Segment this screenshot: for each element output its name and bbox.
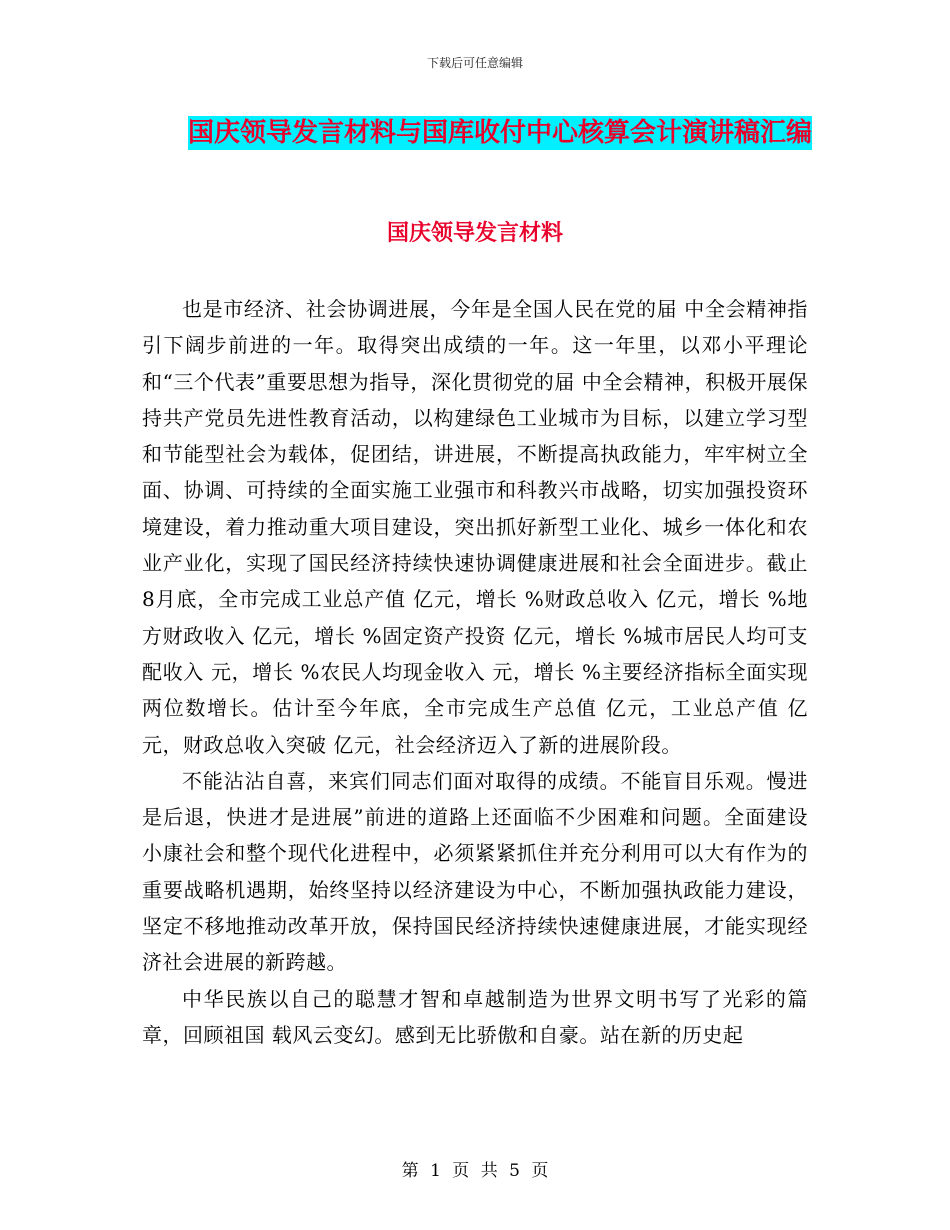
paragraph: 也是市经济、社会协调进展，今年是全国人民在党的届 中全会精神指引下阔步前进的一年。取得突出成绩的一年。这一年里，以邓小平理论和“三个代表”重要思想为指导，深化贯彻党的届 中全会精神，积极开展保持共产党员先进性教育活动，以构建绿色工业城市为目标，以建立学习型和节能型社会为载体，促团结，讲进展，不断提高执政能力，牢牢树立全面、协调、可持续的全面实施工业强市和科教兴市战略，切实加强投资环境建设，着力推动重大项目建设，突出抓好新型工业化、城乡一体化和农业产业化，实现了国民经济持续快速协调健康进展和社会全面进步。截止8月底，全市完成工业总产值 亿元，增长 %财政总收入 亿元，增长 %地方财政收入 亿元，增长 %固定资产投资 亿元，增长 %城市居民人均可支配收入 元，增长 %农民人均现金收入 元，增长 %主要经济指标全面实现两位数增长。估计至今年底，全市完成生产总值 亿元，工业总产值 亿元，财政总收入突破 亿元，社会经济迈入了新的进展阶段。 (142, 297, 808, 757)
document-title-text: 国庆领导发言材料与国库收付中心核算会计演讲稿汇编 (187, 118, 812, 148)
header-note: 下载后可任意编辑 (426, 56, 523, 70)
body-text (142, 291, 808, 1053)
section-title: 国庆领导发言材料 (386, 220, 563, 246)
document-title (140, 108, 860, 158)
page-footer: 第 1 页 共 5 页 (401, 1161, 549, 1181)
paragraph: 中华民族以自己的聪慧才智和卓越制造为世界文明书写了光彩的篇章，回顾祖国 载风云变幻。感到无比骄傲和自豪。站在新的历史起 (142, 986, 808, 1047)
paragraph: 不能沾沾自喜，来宾们同志们面对取得的成绩。不能盲目乐观。慢进是后退，快进才是进展”前进的道路上还面临不少困难和问题。全面建设小康社会和整个现代化进程中，必须紧紧抓住并充分利用可以大有作为的重要战略机遇期，始终坚持以经济建设为中心，不断加强执政能力建设，坚定不移地推动改革开放，保持国民经济持续快速健康进展，才能实现经济社会进展的新跨越。 (142, 768, 808, 975)
